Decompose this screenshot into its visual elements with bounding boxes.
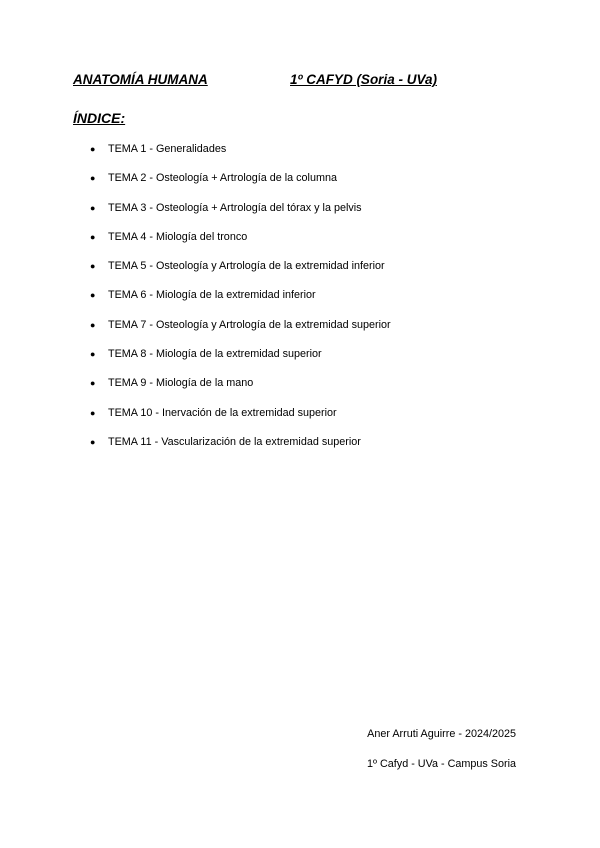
bullet-icon: ● <box>90 378 96 389</box>
index-item-10 <box>90 406 391 435</box>
index-item-8 <box>90 347 391 376</box>
bullet-icon: ● <box>90 231 96 242</box>
index-item-5 <box>90 259 391 288</box>
index-title: ÍNDICE: <box>73 110 126 126</box>
header-course: ANATOMÍA HUMANA <box>73 72 208 87</box>
bullet-icon: ● <box>90 173 96 184</box>
index-item-6 <box>90 288 391 317</box>
index-item-3 <box>90 201 391 230</box>
index-item-9 <box>90 376 391 405</box>
index-item-label: TEMA 7 - Osteología y Artrología de la extremidad superior <box>108 318 391 331</box>
index-item-label: TEMA 1 - Generalidades <box>108 143 227 155</box>
index-item-label: TEMA 8 - Miología de la extremidad superior <box>108 348 322 361</box>
index-item-7 <box>90 318 391 347</box>
index-item-label: TEMA 10 - Inervación de la extremidad superior <box>108 406 337 419</box>
footer-author: Aner Arruti Aguirre - 2024/2025 <box>367 728 516 740</box>
index-item-11 <box>90 435 391 464</box>
index-item-label: TEMA 6 - Miología de la extremidad inferior <box>108 289 316 302</box>
bullet-icon: ● <box>90 202 96 213</box>
index-item-4 <box>90 230 391 259</box>
index-item-2 <box>90 171 391 200</box>
footer-campus: 1º Cafyd - UVa - Campus Soria <box>367 758 516 770</box>
index-item-label: TEMA 9 - Miología de la mano <box>108 377 254 390</box>
index-item-label: TEMA 11 - Vascularización de la extremidad superior <box>108 435 361 448</box>
bullet-icon: ● <box>90 290 96 301</box>
bullet-icon: ● <box>90 349 96 360</box>
index-item-label: TEMA 5 - Osteología y Artrología de la extremidad inferior <box>108 260 385 273</box>
bullet-icon: ● <box>90 436 96 447</box>
header-program: 1º CAFYD (Soria - UVa) <box>290 72 437 87</box>
index-item-label: TEMA 4 - Miología del tronco <box>108 230 248 243</box>
bullet-icon: ● <box>90 144 96 154</box>
index-item-label: TEMA 2 - Osteología + Artrología de la columna <box>108 172 337 185</box>
index-item-1 <box>90 142 391 171</box>
index-list <box>90 142 391 464</box>
bullet-icon: ● <box>90 407 96 418</box>
bullet-icon: ● <box>90 319 96 330</box>
bullet-icon: ● <box>90 261 96 272</box>
index-item-label: TEMA 3 - Osteología + Artrología del tórax y la pelvis <box>108 201 362 214</box>
